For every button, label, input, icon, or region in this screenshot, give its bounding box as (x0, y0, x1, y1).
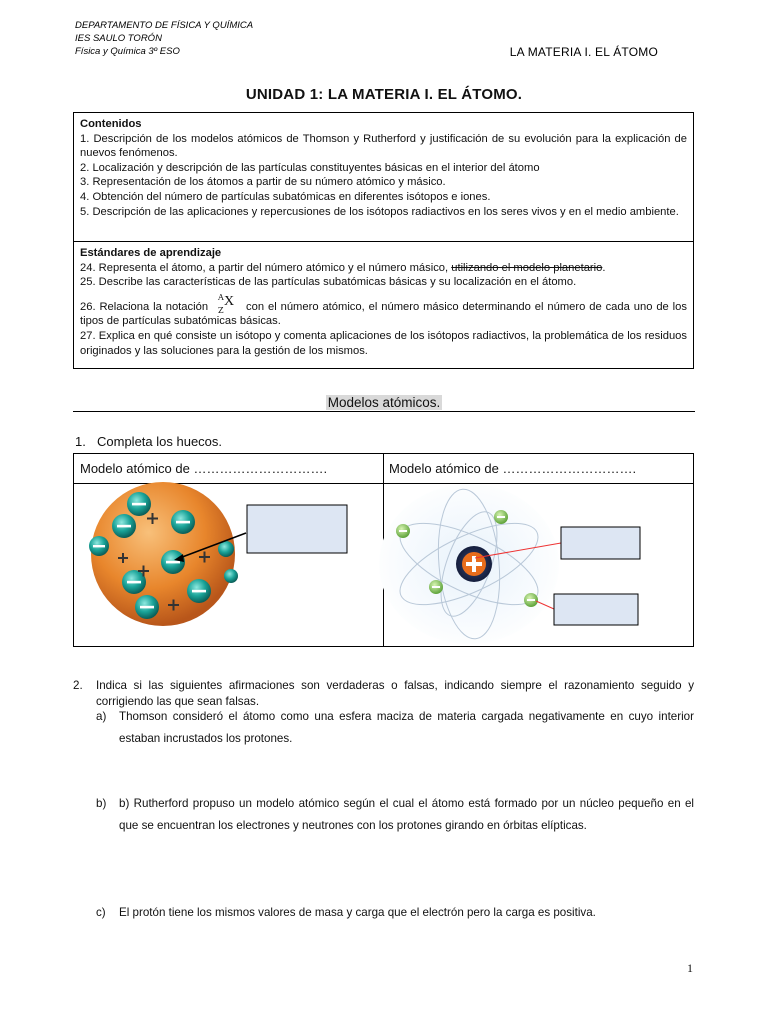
course-name: Física y Química 3º ESO (75, 46, 180, 57)
estandar-item-27: 27. Explica en qué consiste un isótopo y comenta aplicaciones de los isótopos radiactivos, la problemática de los residuos originados y las soluciones para la gestión de los mismos. (80, 329, 687, 357)
department-name: DEPARTAMENTO DE FÍSICA Y QUÍMICA (75, 20, 254, 31)
section-title (0, 395, 768, 410)
statement-a (96, 706, 694, 750)
section-title-text: Modelos atómicos. (327, 395, 441, 410)
estandar-26-text-after: con el número atómico, el número másico determinando el número de cada uno de los tipos de partículas subatómicas básicas. (80, 300, 687, 328)
electron-icon (135, 595, 159, 619)
statement-text: Thomson consideró el átomo como una esfera maciza de materia cargada negativamente en cuyo interior estaban incrustados los protones. (119, 710, 694, 745)
answer-box[interactable] (247, 505, 347, 553)
electron-icon (524, 593, 538, 607)
right-model-label: Modelo atómico de …………………………. (389, 461, 637, 476)
nucleus-icon (456, 546, 492, 582)
electron-icon (89, 536, 109, 556)
estandar-24-struck-text: utilizando el modelo planetario (451, 261, 603, 274)
electron-icon (429, 580, 443, 594)
estandar-24-text: 24. Representa el átomo, a partir del número atómico y el número másico, (80, 261, 452, 274)
estandar-item-24 (80, 261, 687, 276)
statement-label: a) (96, 710, 107, 723)
question-2-text: Indica si las siguientes afirmaciones son verdaderas o falsas, indicando siempre el razonamiento seguido y corrigiendo las que sean falsas. (96, 679, 694, 708)
mass-number-symbol: A (218, 292, 224, 302)
section-divider (73, 411, 695, 412)
electron-icon (224, 569, 238, 583)
statement-text: b) Rutherford propuso un modelo atómico según el cual el átomo está formado por un núcleo pequeño en el que se encuentran los electrones y neutrones con los protones girando en órbitas elípticas. (119, 797, 694, 832)
question-1-text: Completa los huecos. (97, 434, 223, 449)
left-model-label: Modelo atómico de …………………………. (80, 461, 328, 476)
contenidos-box (73, 112, 694, 242)
electron-icon (187, 579, 211, 603)
element-symbol: X (224, 293, 235, 309)
atomic-models-table (73, 453, 694, 647)
rutherford-model-icon (379, 484, 640, 644)
question-2-number: 2. (73, 679, 83, 692)
question-1-number: 1. (75, 434, 86, 449)
atomic-models-illustration (74, 454, 695, 648)
electron-icon (127, 492, 151, 516)
answer-box[interactable] (554, 594, 638, 625)
electron-icon (161, 550, 185, 574)
statement-text: El protón tiene los mismos valores de masa y carga que el electrón pero la carga es positiva. (119, 906, 596, 919)
estandar-26-text-before: 26. Relaciona la notación (80, 300, 209, 313)
contenido-item: 1. Descripción de los modelos atómicos de Thomson y Rutherford y justificación de su evolución para la explicación de nuevos fenómenos. (80, 132, 687, 160)
statement-b (96, 793, 694, 837)
estandares-heading: Estándares de aprendizaje (80, 247, 222, 259)
question-1 (75, 434, 222, 449)
contenido-item: 3. Representación de los átomos a partir de su número atómico y másico. (80, 176, 446, 189)
header-topic: LA MATERIA I. EL ÁTOMO (509, 45, 658, 59)
page-title: UNIDAD 1: LA MATERIA I. EL ÁTOMO. (245, 86, 523, 103)
electron-icon (494, 510, 508, 524)
electron-icon (396, 524, 410, 538)
contenido-item: 5. Descripción de las aplicaciones y repercusiones de los isótopos radiactivos en los seres vivos y en el medio ambiente. (80, 205, 679, 218)
contenido-item: 2. Localización y descripción de las partículas constituyentes básicas en el interior del átomo (80, 161, 540, 174)
electron-icon (122, 570, 146, 594)
estandar-24-end: . (602, 261, 606, 274)
estandar-item-25: 25. Describe las características de las partículas subatómicas básicas y su localización en el átomo. (80, 276, 577, 289)
answer-box[interactable] (561, 527, 640, 559)
estandares-box (73, 241, 694, 369)
isotope-notation (214, 292, 240, 315)
page-number: 1 (687, 961, 693, 975)
electron-icon (171, 510, 195, 534)
estandar-item-26 (80, 292, 687, 329)
contenidos-heading: Contenidos (80, 118, 142, 130)
electron-icon (112, 514, 136, 538)
atomic-number-symbol: Z (218, 305, 224, 315)
statement-label: b) (96, 797, 107, 810)
header-institution (75, 19, 253, 58)
contenido-item: 4. Obtención del número de partículas subatómicas en diferentes isótopos e iones. (80, 190, 491, 203)
school-name: IES SAULO TORÓN (75, 33, 162, 44)
statement-label: c) (96, 906, 106, 919)
statement-c (96, 902, 694, 924)
thomson-model-icon (89, 482, 347, 626)
